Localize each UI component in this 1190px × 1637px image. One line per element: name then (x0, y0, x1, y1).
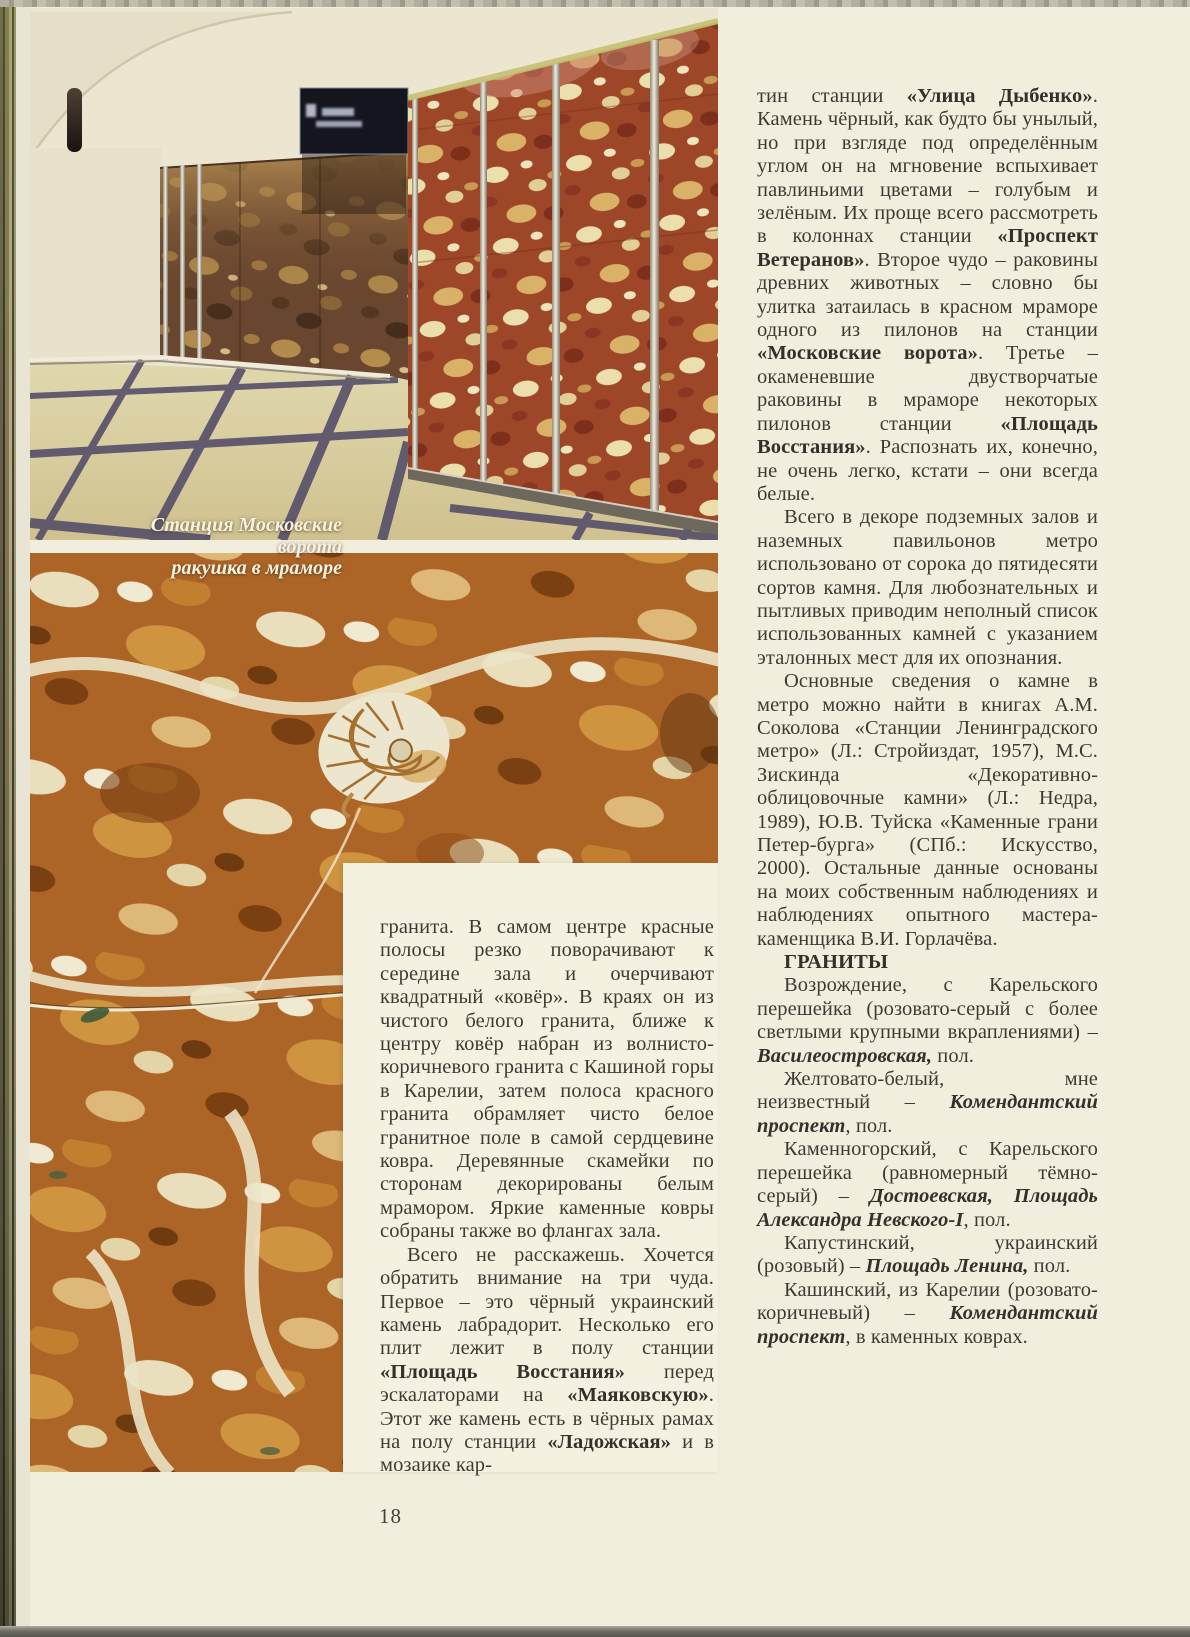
metal-strip (197, 164, 202, 362)
photo1-caption-line2: ворота (277, 536, 342, 558)
metal-strip (163, 166, 168, 360)
text-run: пол. (932, 1044, 975, 1067)
paragraph (380, 1244, 714, 1478)
text-run: пол. (1028, 1255, 1071, 1278)
text-run: «Площадь Восстания» (380, 1360, 626, 1383)
text-run: и в мозаике кар- (380, 1430, 715, 1477)
paragraph (757, 1068, 1098, 1138)
wall-lamp (67, 88, 82, 152)
text-run: Всего в декоре подземных залов и наземных павильонов метро использовано от сорока до пятидесяти сортов камня. Для любознательных и пытливых приводим неполный список использованных камней с указанием эталонных мест для их опознания. (757, 506, 1098, 669)
left-wall (30, 148, 162, 362)
middle-text-column (380, 916, 714, 1478)
right-marble-pylon (408, 22, 718, 522)
paragraph (757, 1138, 1098, 1232)
photo2-caption: ракушка в мраморе (171, 557, 342, 579)
photo-station-hall-art (30, 8, 718, 540)
metal-strip (412, 96, 418, 474)
text-run: Каменногорский, с Карельского перешейка (равномерный тёмно-серый) – (757, 1138, 1098, 1208)
photo1-caption (100, 514, 342, 558)
paragraph (757, 670, 1098, 951)
paragraph (757, 85, 1098, 506)
text-run: Василеостровская, (757, 1044, 933, 1067)
text-run: . Распознать их, конечно, не очень легко, кстати – они всегда белые. (757, 436, 1098, 505)
text-run: Кашинский, из Карелии (розовато-коричневый) – (757, 1278, 1098, 1325)
text-run: . Второе чудо – раковины древних животных – словно бы улитка затаилась в красном мраморе одного из пилонов на станции (757, 248, 1098, 342)
text-run: . Камень чёрный, как будто бы унылый, но при взгляде под определённым углом он на мгновение вспыхивает павлиньими цветами – голубым и зелёным. Их проще всего рассмотреть в колоннах станции (757, 85, 1098, 248)
text-run: Всего не расскажешь. Хочется обратить внимание на три чуда. Первое – это чёрный украинский камень лабрадорит. Несколько его плит лежит в полу станции (380, 1243, 714, 1360)
text-run: , в каменных коврах. (845, 1325, 1028, 1348)
text-run: Желтовато-белый, мне неизвестный – (757, 1068, 1098, 1114)
paragraph (757, 974, 1098, 1068)
book-gutter-shading (0, 0, 16, 1637)
paragraph (380, 916, 714, 1244)
text-run: гранита. В самом центре красные полосы резко поворачивают к середине зала и очерчивают квадратный «ковёр». В краях он из чистого белого гранита, ближе к центру ковёр набран из волнисто-коричневого гранита с Кашиной горы в Карелии, затем полоса красного гранита обрамляет чисто белое гранитное поле в самой сердцевине ковра. Деревянные скамейки по сторонам декорированы белым мрамором. Яркие каменные ковры собраны также во флангах зала. (380, 916, 714, 1243)
text-run: Комендантский проспект (757, 1091, 1098, 1137)
text-run: «Проспект Ветеранов» (757, 225, 1098, 271)
text-run: Площадь Ленина, (865, 1255, 1029, 1278)
photo-station-hall (30, 8, 718, 540)
metal-strip (650, 40, 659, 518)
text-run: ГРАНИТЫ (784, 951, 889, 974)
photo1-caption-line1: Станция Московские (150, 514, 342, 536)
scan-edge-top (0, 0, 1190, 7)
text-run: , пол. (963, 1208, 1011, 1231)
text-run: перед эскалаторами на (380, 1360, 714, 1407)
paragraph (757, 1279, 1098, 1349)
text-run: «Улица Дыбенко» (906, 85, 1093, 107)
text-run: Капустинский, украинский (розовый) – (757, 1231, 1098, 1278)
text-run: тин станции (757, 85, 907, 107)
paragraph (757, 951, 1098, 974)
text-run: , пол. (845, 1114, 893, 1137)
text-run: «Ладожская» (547, 1430, 671, 1453)
text-run: . Третье – окаменевшие двустворчатые раковины в мраморе некоторых пилонов станции (757, 342, 1098, 435)
page-number: 18 (379, 1504, 402, 1528)
text-run: Возрождение, с Карельского перешейка (розовато-серый с более светлыми крупными вкраплениями) – (757, 974, 1098, 1044)
text-run: . Этот же камень есть в чёрных рамах на полу станции (380, 1384, 714, 1453)
right-text-column (757, 85, 1098, 1349)
metal-strip (180, 165, 185, 361)
paragraph (757, 1232, 1098, 1279)
text-run: Основные сведения о камне в метро можно найти в книгах А.М. Соколова «Станции Ленинградского метро» (Л.: Стройиздат, 1957), М.С. Зискинда «Декоративно-облицовочные камни» (Л.: Недра, 1989), Ю.В. Туйска «Каменные грани Петер-бурга» (СПб.: Искусство, 2000). Остальные данные основаны на моих собственным наблюдениях и наблюдениях опытного мастера-каменщика В.И. Горлачёва. (757, 670, 1098, 950)
paragraph (757, 506, 1098, 670)
scan-edge-bottom (0, 1626, 1190, 1637)
text-run: «Маяковскую» (567, 1384, 709, 1407)
text-run: Комендантский проспект (757, 1302, 1098, 1348)
text-run: «Московские ворота» (757, 342, 978, 365)
metal-strip (552, 64, 560, 502)
metal-strip (480, 80, 487, 488)
text-run: «Площадь Восстания» (757, 412, 1098, 459)
text-run: Достоевская, Площадь Александра Невского-I (757, 1185, 1099, 1231)
